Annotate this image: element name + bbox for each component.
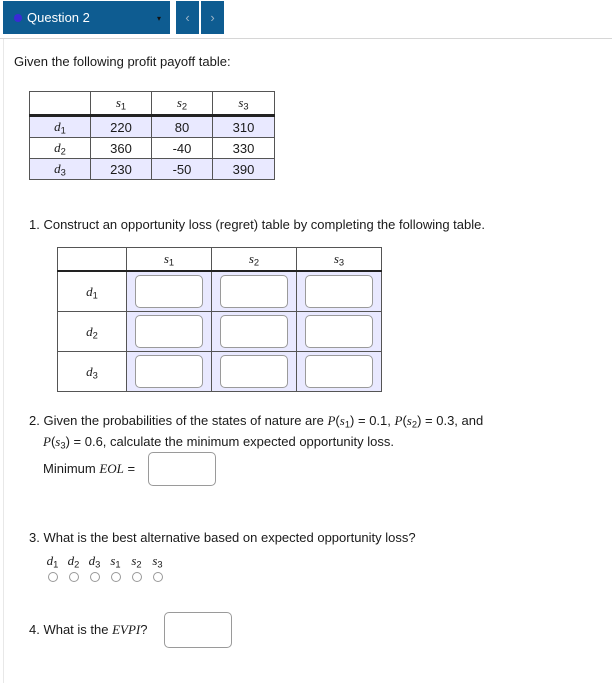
regret-col-header: $s_1$: [127, 248, 212, 272]
payoff-col-header: $s_3$: [213, 92, 275, 116]
payoff-cell: -40: [152, 138, 213, 159]
payoff-cell: 80: [152, 116, 213, 138]
regret-cell: [297, 312, 382, 352]
radio-button[interactable]: [90, 572, 100, 582]
question-3-text: 3. What is the best alternative based on expected opportunity loss?: [29, 530, 416, 545]
regret-col-header: $s_2$: [212, 248, 297, 272]
payoff-corner-cell: [30, 92, 91, 116]
payoff-row: [30, 116, 275, 138]
payoff-row-label: $d_2$: [30, 138, 91, 159]
payoff-row: [30, 159, 275, 180]
payoff-cell: 230: [91, 159, 152, 180]
question-2-text: 2. Given the probabilities of the states of nature are $P(s_1) = 0.1$, $P(s_2) = 0.3$, and $P(s_3) = 0.6$, calculate the minimum expected opportunity loss.: [29, 413, 484, 451]
chevron-left-icon: ‹: [185, 10, 190, 25]
regret-cell: [212, 271, 297, 312]
regret-row-label: $d_2$: [58, 312, 127, 352]
regret-input-d2-s3[interactable]: [305, 315, 373, 348]
regret-row: [58, 271, 382, 312]
question-4-text: 4. What is the EVPI?: [29, 622, 148, 637]
content-left-border: [3, 39, 4, 683]
regret-cell: [297, 352, 382, 392]
regret-corner-cell: [58, 248, 127, 272]
regret-input-d3-s1[interactable]: [135, 355, 203, 388]
payoff-row-label: $d_3$: [30, 159, 91, 180]
radio-button[interactable]: [111, 572, 121, 582]
regret-row: [58, 352, 382, 392]
intro-text: Given the following profit payoff table:: [14, 54, 231, 69]
payoff-table: [29, 91, 275, 180]
regret-input-d3-s2[interactable]: [220, 355, 288, 388]
payoff-cell: 360: [91, 138, 152, 159]
next-question-button[interactable]: [201, 1, 224, 34]
regret-table: [57, 247, 382, 392]
regret-row: [58, 312, 382, 352]
payoff-cell: 220: [91, 116, 152, 138]
regret-cell: [127, 312, 212, 352]
option-d1[interactable]: $d_1$: [42, 553, 63, 582]
header-divider: [0, 38, 612, 39]
regret-input-d3-s3[interactable]: [305, 355, 373, 388]
payoff-cell: 310: [213, 116, 275, 138]
radio-button[interactable]: [48, 572, 58, 582]
question-1-text: 1. Construct an opportunity loss (regret) table by completing the following table.: [29, 217, 485, 232]
payoff-row-label: $d_1$: [30, 116, 91, 138]
regret-row-label: $d_1$: [58, 271, 127, 312]
regret-cell: [212, 312, 297, 352]
previous-question-button[interactable]: [176, 1, 199, 34]
regret-input-d2-s1[interactable]: [135, 315, 203, 348]
payoff-col-header: $s_2$: [152, 92, 213, 116]
radio-button[interactable]: [132, 572, 142, 582]
payoff-cell: -50: [152, 159, 213, 180]
regret-input-d1-s1[interactable]: [135, 275, 203, 308]
regret-cell: [127, 271, 212, 312]
regret-cell: [127, 352, 212, 392]
option-s2[interactable]: $s_2$: [126, 553, 147, 582]
chevron-right-icon: ›: [210, 10, 215, 25]
regret-input-d1-s3[interactable]: [305, 275, 373, 308]
regret-cell: [297, 271, 382, 312]
question-select-label: Question 2: [27, 10, 90, 25]
min-eol-input[interactable]: [148, 452, 216, 486]
payoff-cell: 390: [213, 159, 275, 180]
regret-row-label: $d_3$: [58, 352, 127, 392]
option-d2[interactable]: $d_2$: [63, 553, 84, 582]
radio-button[interactable]: [69, 572, 79, 582]
option-s3[interactable]: $s_3$: [147, 553, 168, 582]
payoff-row: [30, 138, 275, 159]
regret-input-d2-s2[interactable]: [220, 315, 288, 348]
question-status-dot-icon: [14, 14, 22, 22]
option-d3[interactable]: $d_3$: [84, 553, 105, 582]
option-s1[interactable]: $s_1$: [105, 553, 126, 582]
regret-input-d1-s2[interactable]: [220, 275, 288, 308]
radio-button[interactable]: [153, 572, 163, 582]
regret-cell: [212, 352, 297, 392]
payoff-cell: 330: [213, 138, 275, 159]
question-select[interactable]: [3, 1, 170, 34]
payoff-col-header: $s_1$: [91, 92, 152, 116]
min-eol-label: Minimum EOL =: [43, 461, 136, 476]
regret-col-header: $s_3$: [297, 248, 382, 272]
evpi-input[interactable]: [164, 612, 232, 648]
chevron-down-icon: ▾: [156, 14, 161, 23]
